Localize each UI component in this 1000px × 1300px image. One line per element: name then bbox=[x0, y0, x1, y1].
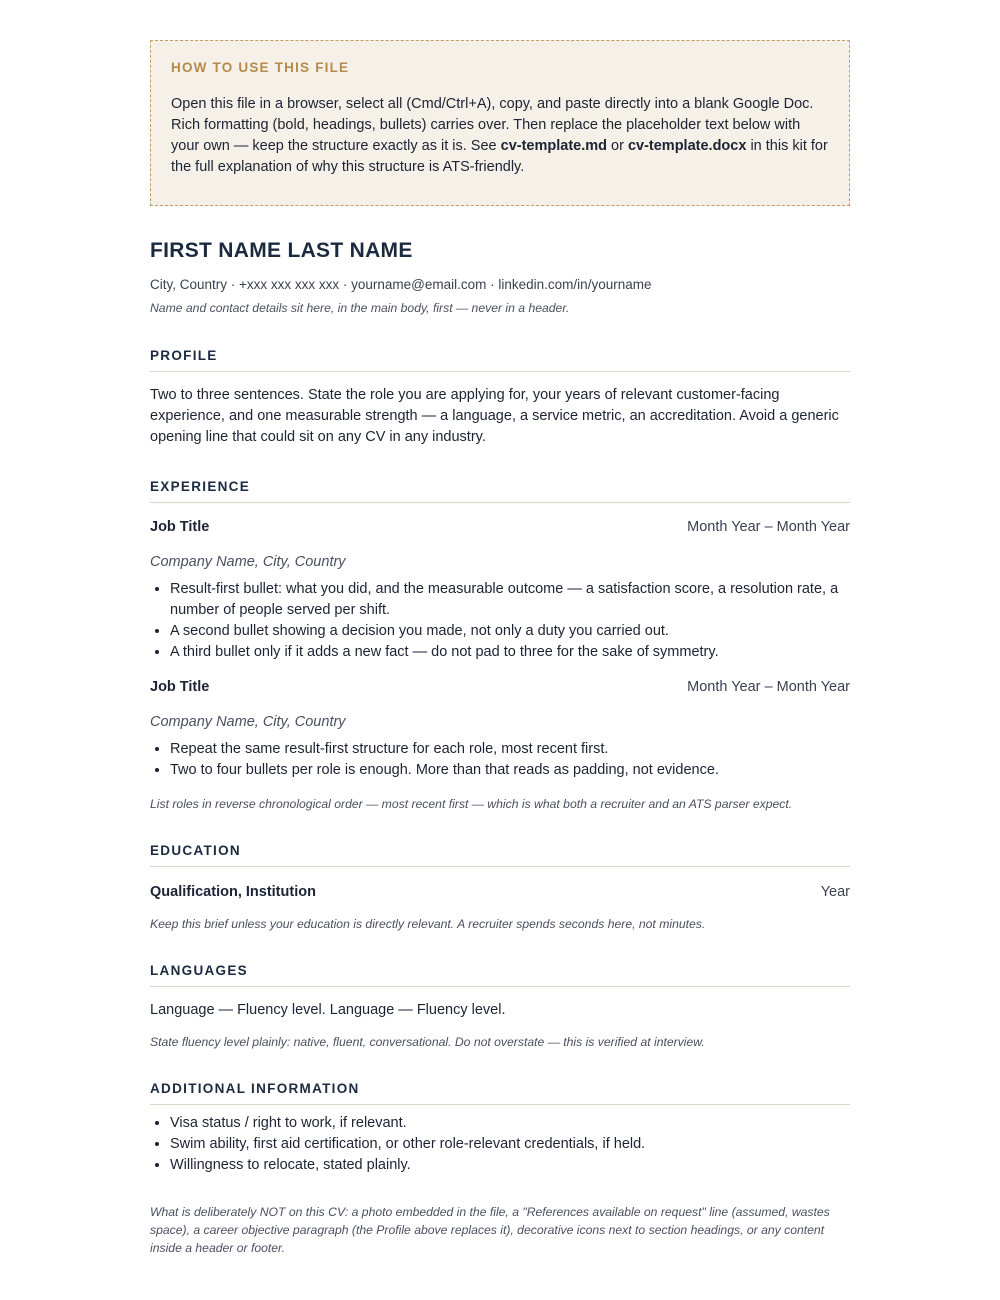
file-docx-name: cv-template.docx bbox=[627, 138, 747, 154]
cv-page bbox=[150, 0, 850, 1257]
list-item: • Two to four bullets per role is enough. More than that reads as padding, not evidence. bbox=[170, 760, 850, 781]
section-title-experience: EXPERIENCE bbox=[150, 479, 850, 503]
section-title-languages: LANGUAGES bbox=[150, 963, 850, 987]
list-item: • A third bullet only if it adds a new fact — do not pad to three for the sake of symmetry. bbox=[170, 642, 850, 663]
job-dates: Month Year – Month Year bbox=[687, 679, 850, 695]
company-line: Company Name, City, Country bbox=[150, 714, 346, 730]
candidate-name: FIRST NAME LAST NAME bbox=[150, 239, 413, 262]
list-item: • Willingness to relocate, stated plainly. bbox=[170, 1155, 850, 1176]
how-to-text-2: in this kit for the full explanation of why this structure is ATS-friendly. bbox=[171, 138, 828, 175]
job-entry bbox=[150, 518, 850, 663]
how-to-text-or: or bbox=[607, 138, 628, 154]
job-dates: Month Year – Month Year bbox=[687, 519, 850, 535]
job-title: Job Title bbox=[150, 519, 210, 535]
closing-note: What is deliberately NOT on this CV: a photo embedded in the file, a "References available on request" line (assumed, wastes space), a career objective paragraph (the Profile above replaces it), decorative icons next to section headings, or any content inside a header or footer. bbox=[150, 1205, 830, 1255]
qualification: Qualification, Institution bbox=[150, 884, 316, 900]
job-entry bbox=[150, 678, 850, 781]
additional-bullets bbox=[150, 1113, 850, 1176]
education-year: Year bbox=[820, 884, 850, 900]
section-title-profile: PROFILE bbox=[150, 348, 850, 372]
list-item: • Swim ability, first aid certification, or other role-relevant credentials, if held. bbox=[170, 1134, 850, 1155]
job-title: Job Title bbox=[150, 679, 210, 695]
languages-text: Language — Fluency level. Language — Fluency level. bbox=[150, 1002, 506, 1018]
experience-note: List roles in reverse chronological order — most recent first — which is what both a recruiter and an ATS parser expect. bbox=[150, 797, 793, 811]
section-title-additional: ADDITIONAL INFORMATION bbox=[150, 1081, 850, 1105]
list-item: • Visa status / right to work, if relevant. bbox=[170, 1113, 850, 1134]
languages-note: State fluency level plainly: native, fluent, conversational. Do not overstate — this is verified at interview. bbox=[150, 1035, 705, 1049]
job-bullets bbox=[150, 579, 850, 663]
profile-text: Two to three sentences. State the role you are applying for, your years of relevant customer-facing experience, and one measurable strength — a language, a service metric, an accreditation. Avoid a generic opening line that could sit on any CV in any industry. bbox=[150, 387, 839, 445]
education-entry bbox=[150, 883, 850, 901]
how-to-callout bbox=[150, 40, 850, 206]
education-note: Keep this brief unless your education is directly relevant. A recruiter spends seconds here, not minutes. bbox=[150, 917, 706, 931]
list-item: • Result-first bullet: what you did, and the measurable outcome — a satisfaction score, a resolution rate, a number of people served per shift. bbox=[170, 579, 850, 621]
how-to-title: HOW TO USE THIS FILE bbox=[171, 60, 350, 75]
job-header bbox=[150, 518, 850, 536]
how-to-text-1: Open this file in a browser, select all (Cmd/Ctrl+A), copy, and paste directly into a blank Google Doc. Rich formatting (bold, headings, bullets) carries over. Then replace the placeholder text below with your own — keep the structure exactly as it is. See bbox=[171, 96, 814, 154]
company-line: Company Name, City, Country bbox=[150, 554, 346, 570]
list-item: • A second bullet showing a decision you made, not only a duty you carried out. bbox=[170, 621, 850, 642]
how-to-body bbox=[171, 94, 829, 178]
contact-line: City, Country · +xxx xxx xxx xxx · yourname@email.com · linkedin.com/in/yourname bbox=[150, 277, 652, 292]
job-bullets bbox=[150, 739, 850, 781]
file-md-name: cv-template.md bbox=[500, 138, 607, 154]
job-header bbox=[150, 678, 850, 696]
list-item: • Repeat the same result-first structure for each role, most recent first. bbox=[170, 739, 850, 760]
section-title-education: EDUCATION bbox=[150, 843, 850, 867]
contact-note: Name and contact details sit here, in the main body, first — never in a header. bbox=[150, 301, 570, 315]
